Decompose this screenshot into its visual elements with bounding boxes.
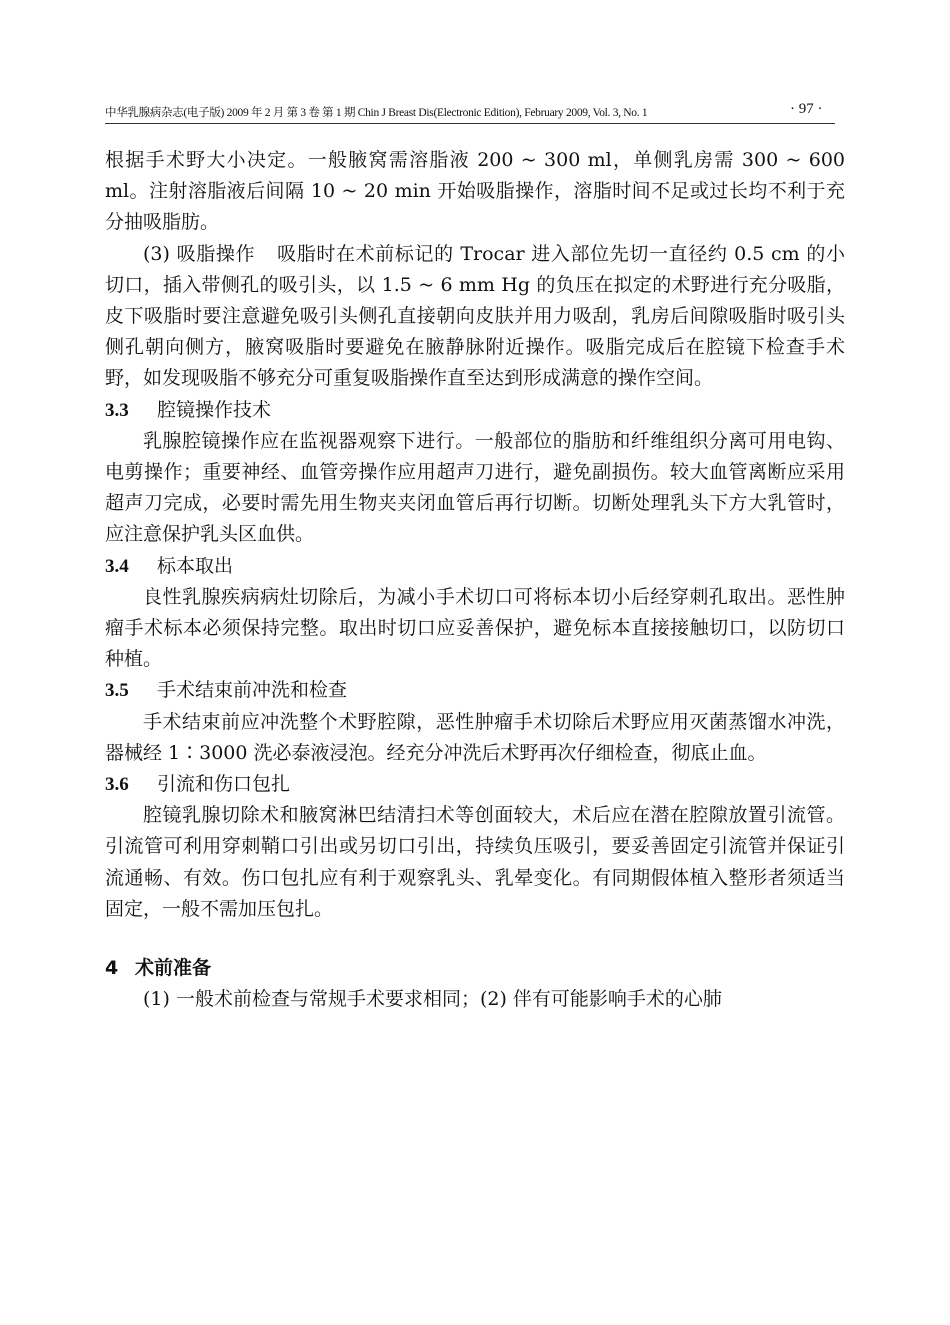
- sub-heading-label: (3) 吸脂操作: [143, 242, 256, 265]
- paragraph-liposuction: [105, 239, 845, 395]
- section-number: 3.4: [105, 555, 129, 577]
- section-heading-3-5: [105, 675, 845, 706]
- section-title: 手术结束前冲洗和检查: [157, 679, 348, 702]
- section-paragraph: 良性乳腺疾病病灶切除后，为减小手术切口可将标本切小后经穿刺孔取出。恶性肿瘤手术标本必须保持完整。取出时切口应妥善保护，避免标本直接接触切口，以防切口种植。: [105, 585, 845, 671]
- paragraph-text: 吸脂时在术前标记的 Trocar 进入部位先切一直径约 0.5 cm 的小切口，插入带侧孔的吸引头，以 1.5 ~ 6 mm Hg 的负压在拟定的术野进行充分吸脂，皮下吸脂时要注意避免吸引头侧孔直接朝向皮肤并用力吸刮，乳房后间隙吸脂时吸引头侧孔朝向侧方，腋窝吸脂时要避免在腋静脉附近操作。吸脂完成后在腔镜下检查手术野，如发现吸脂不够充分可重复吸脂操作直至达到形成满意的操作空间。: [105, 242, 845, 390]
- section-number: 3.5: [105, 680, 129, 702]
- page-number: · 97 ·: [790, 101, 823, 117]
- section-title: 腔镜操作技术: [157, 398, 272, 421]
- section-number: 4: [105, 957, 119, 980]
- section-title: 标本取出: [157, 554, 234, 577]
- section-number: 3.6: [105, 774, 129, 796]
- section-heading-3-3: [105, 395, 845, 426]
- section-title: 术前准备: [135, 957, 212, 980]
- section-paragraph: (1) 一般术前检查与常规手术要求相同；(2) 伴有可能影响手术的心肺: [143, 988, 722, 1011]
- paragraph-continued: 根据手术野大小决定。一般腋窝需溶脂液 200 ~ 300 ml，单侧乳房需 300 ~ 600 ml。注射溶脂液后间隔 10 ~ 20 min 开始吸脂操作，溶脂时间不足或过长均不利于充分抽吸脂肪。: [105, 149, 845, 234]
- section-heading-4: [105, 953, 845, 984]
- section-heading-3-4: [105, 551, 845, 582]
- article-body: [105, 145, 845, 1015]
- section-paragraph: 腔镜乳腺切除术和腋窝淋巴结清扫术等创面较大，术后应在潜在腔隙放置引流管。引流管可利用穿刺鞘口引出或另切口引出，持续负压吸引，要妥善固定引流管并保证引流通畅、有效。伤口包扎应有利于观察乳头、乳晕变化。有同期假体植入整形者须适当固定，一般不需加压包扎。: [105, 804, 845, 920]
- section-paragraph: 乳腺腔镜操作应在监视器观察下进行。一般部位的脂肪和纤维组织分离可用电钩、电剪操作；重要神经、血管旁操作应用超声刀进行，避免副损伤。较大血管离断应采用超声刀完成，必要时需先用生物夹夹闭血管后再行切断。切断处理乳头下方大乳管时，应注意保护乳头区血供。: [105, 429, 845, 546]
- section-paragraph: 手术结束前应冲洗整个术野腔隙，恶性肿瘤手术切除后术野应用灭菌蒸馏水冲洗，器械经 1∶3000 洗必泰液浸泡。经充分冲洗后术野再次仔细检查，彻底止血。: [105, 710, 845, 764]
- section-heading-3-6: [105, 769, 845, 800]
- section-number: 3.3: [105, 399, 129, 421]
- running-header: 中华乳腺病杂志(电子版) 2009 年 2 月 第 3 卷 第 1 期 Chin J Breast Dis(Electronic Edition), February 2009, Vol. 3, No. 1: [105, 104, 835, 124]
- section-title: 引流和伤口包扎: [157, 773, 291, 796]
